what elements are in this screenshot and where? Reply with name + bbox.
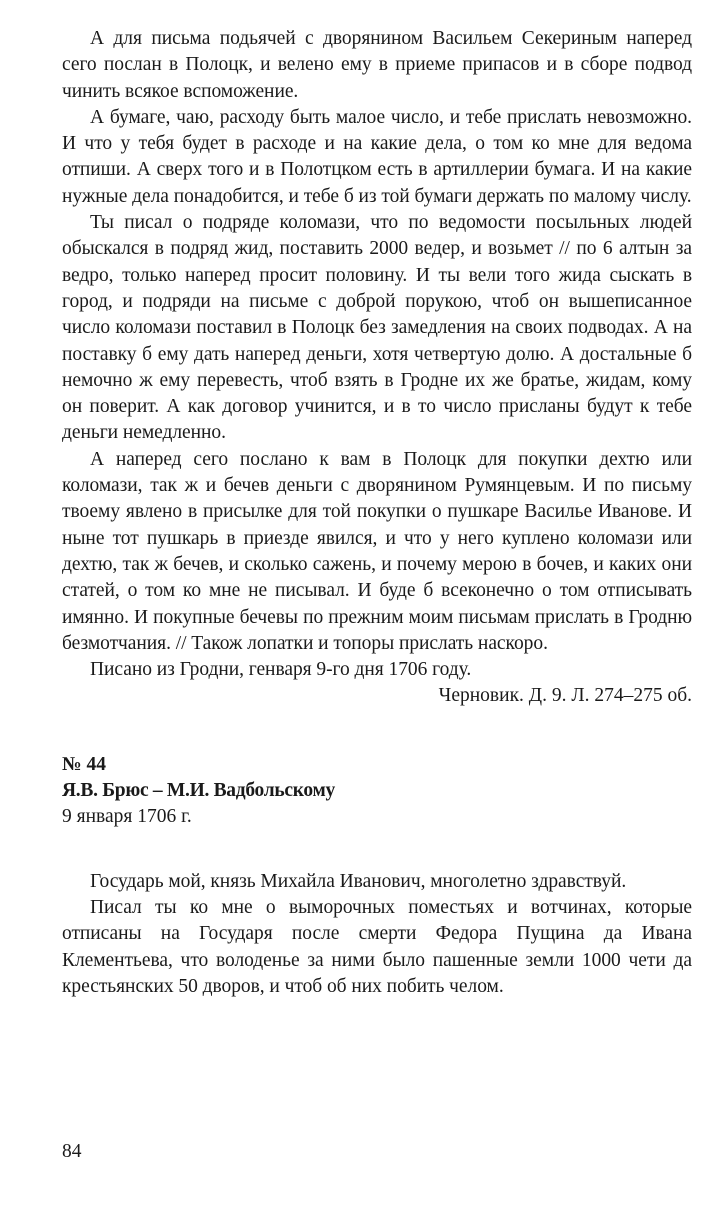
paragraph: А для письма подьячей с дворянином Васильем Секериным наперед сего послан в Полоцк, и велено ему в приеме припасов и в сборе подвод чинить всякое вспоможение. <box>62 28 692 102</box>
paragraph: Ты писал о подряде коломази, что по ведомости посыльных людей обыскался в подряд жид, поставить 2000 ведер, и возьмет // по 6 алтын за ведро, только наперед просит половину. И ты вели того жида сыскать в город, и подряди на письме с доброй порукою, чтоб он вышеписанное число коломази поставил в Полоцк без замедления на своих подводах. А на поставку б ему дать наперед деньги, хотя четвертую долю. А достальные б немочно ж ему перевесть, чтоб взять в Гродне их же братье, жидам, кому он поверит. А как договор учинится, и в то число присланы будут к тебе деньги немедленно. <box>62 212 692 444</box>
document-correspondents: Я.В. Брюс – М.И. Вадбольскому <box>62 780 335 802</box>
closing-line: Писано из Гродни, генваря 9-го дня 1706 году. <box>90 659 472 681</box>
greeting-paragraph: Государь мой, князь Михайла Иванович, многолетно здравствуй. <box>90 870 627 892</box>
document-date: 9 января 1706 г. <box>62 806 192 828</box>
archive-source-reference: Черновик. Д. 9. Л. 274–275 об. <box>438 685 692 707</box>
paragraph: А бумаге, чаю, расходу быть малое число, и тебе прислать невозможно. И что у тебя будет в расходе и на какие дела, о том ко мне для ведома отпиши. А сверх того и в Полотцком есть в артиллерии бумага. И на какие нужные дела понадобится, и тебе б из той бумаги держать по малому числу. <box>62 106 692 207</box>
letter-continuation <box>62 26 692 710</box>
paragraph: Писал ты ко мне о выморочных поместьях и вотчинах, которые отписаны на Государя после смерти Федора Пущина да Ивана Клементьева, что володенье за ними было пашенные земли 1000 чети да крестьянских 50 дворов, и чтоб об них побить челом. <box>62 896 692 997</box>
paragraph: А наперед сего послано к вам в Полоцк для покупки дехтю или коломази, так ж и бечев деньги с дворянином Румянцевым. И по письму твоему явлено в присылке для той покупки о пушкаре Василье Иванове. И ныне тот пушкарь в приезде явился, и что у него куплено коломази или дехтю, так ж бечев, и сколько сажень, и почему мерою в бочев, и каких они статей, о том ко мне не писывал. И буде б всеконечно о том отписывать имянно. И покупные бечевы по прежним моим письмам прислать в Гродню безмотчания. // Також лопатки и топоры прислать наскоро. <box>62 448 692 654</box>
document-heading <box>62 752 692 831</box>
document-body <box>62 869 692 1000</box>
document-number: № 44 <box>62 753 106 775</box>
page-number: 84 <box>62 1141 82 1162</box>
